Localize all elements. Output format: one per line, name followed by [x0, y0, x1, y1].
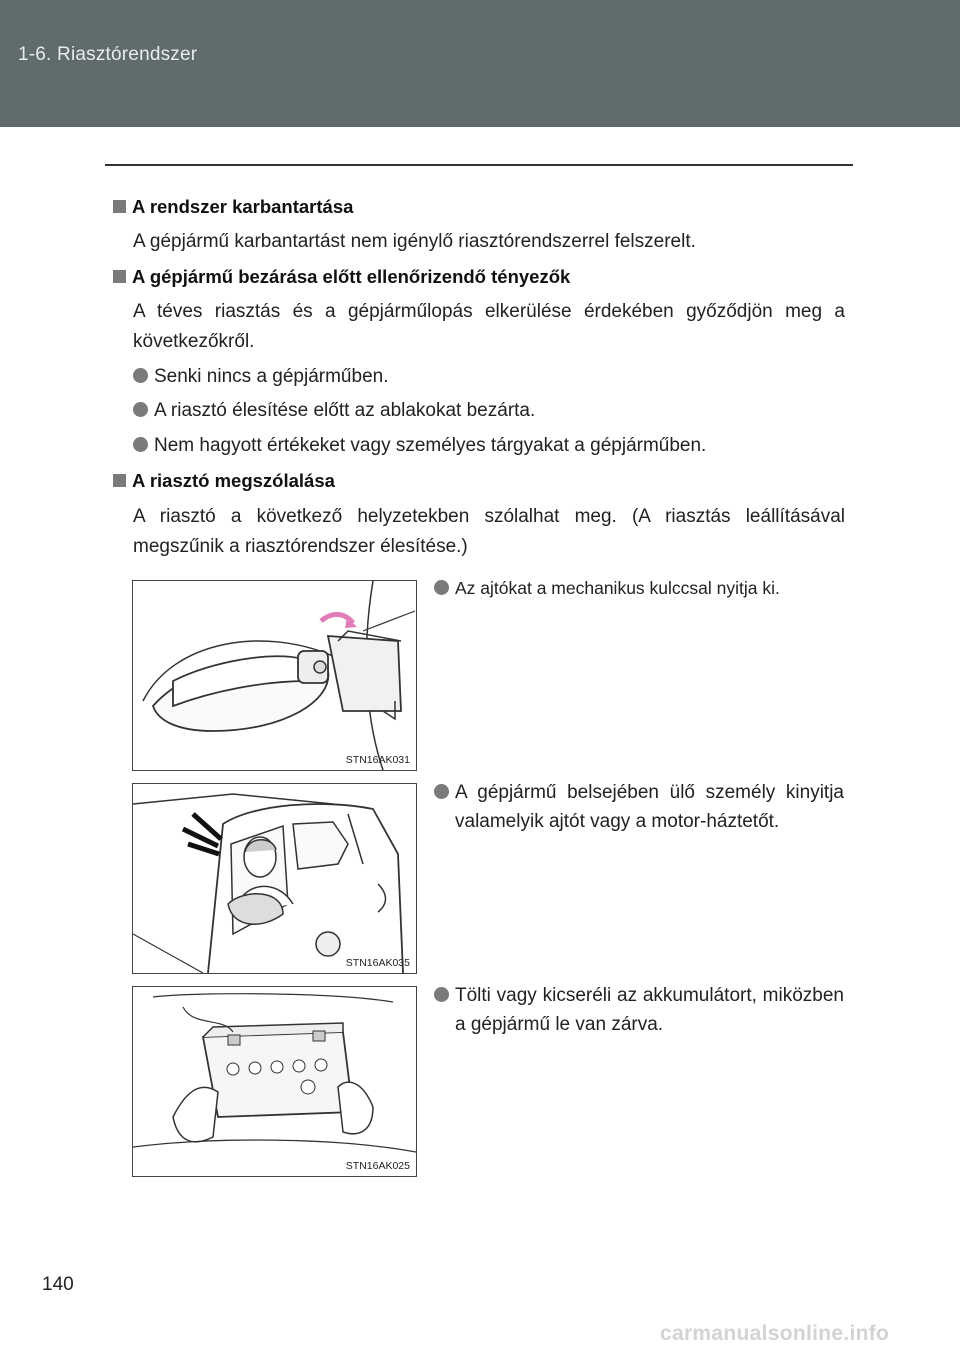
figure-code: STN16AK031 — [345, 754, 410, 766]
watermark: carmanualsonline.info — [660, 1322, 890, 1345]
round-bullet-icon — [133, 402, 148, 417]
figure-door-key — [132, 580, 417, 771]
figure-caption-door-key: Az ajtókat a mechanikus kulccsal nyitja ki. — [434, 574, 844, 603]
figure-code: STN16AK035 — [345, 957, 410, 969]
round-bullet-icon — [133, 368, 148, 383]
round-bullet-icon — [434, 784, 449, 799]
checklist-item: Nem hagyott értékeket vagy személyes tárgyakat a gépjárműben. — [133, 435, 706, 457]
round-bullet-icon — [434, 987, 449, 1002]
square-bullet-icon — [113, 200, 126, 213]
square-bullet-icon — [113, 270, 126, 283]
section-heading-alarm: A riasztó megszólalása — [113, 470, 335, 492]
section-body-alarm: A riasztó a következő helyzetekben szólalhat meg. (A riasztás leállításával megszűnik a riasztórendszer élesítése.) — [133, 506, 845, 557]
section-heading-checklist: A gépjármű bezárása előtt ellenőrizendő tényezők — [113, 266, 570, 288]
chapter-title: 1-6. Riasztórendszer — [18, 44, 198, 65]
figure-person-in-car — [132, 783, 417, 974]
checklist-item: Senki nincs a gépjárműben. — [133, 366, 388, 388]
figure-caption-battery: Tölti vagy kicseréli az akkumulátort, miközben a gépjármű le van zárva. — [434, 981, 844, 1039]
section-body-maintenance: A gépjármű karbantartást nem igénylő riasztórendszerrel felszerelt. — [133, 231, 696, 252]
checklist-item: A riasztó élesítése előtt az ablakokat bezárta. — [133, 400, 535, 422]
square-bullet-icon — [113, 474, 126, 487]
car-interior-illustration — [133, 784, 416, 973]
round-bullet-icon — [133, 437, 148, 452]
figure-battery — [132, 986, 417, 1177]
page-header — [0, 0, 960, 127]
round-bullet-icon — [434, 580, 449, 595]
section-heading-maintenance: A rendszer karbantartása — [113, 196, 353, 218]
battery-illustration — [133, 987, 416, 1176]
door-key-illustration — [133, 581, 416, 770]
figure-code: STN16AK025 — [345, 1160, 410, 1172]
figure-caption-person-in-car: A gépjármű belsejében ülő személy kinyitja valamelyik ajtót vagy a motor-háztetőt. — [434, 778, 844, 836]
section-body-checklist: A téves riasztás és a gépjárműlopás elkerülése érdekében győződjön meg a következőkről. — [133, 301, 845, 352]
top-divider — [105, 164, 853, 166]
page-number: 140 — [42, 1274, 74, 1295]
